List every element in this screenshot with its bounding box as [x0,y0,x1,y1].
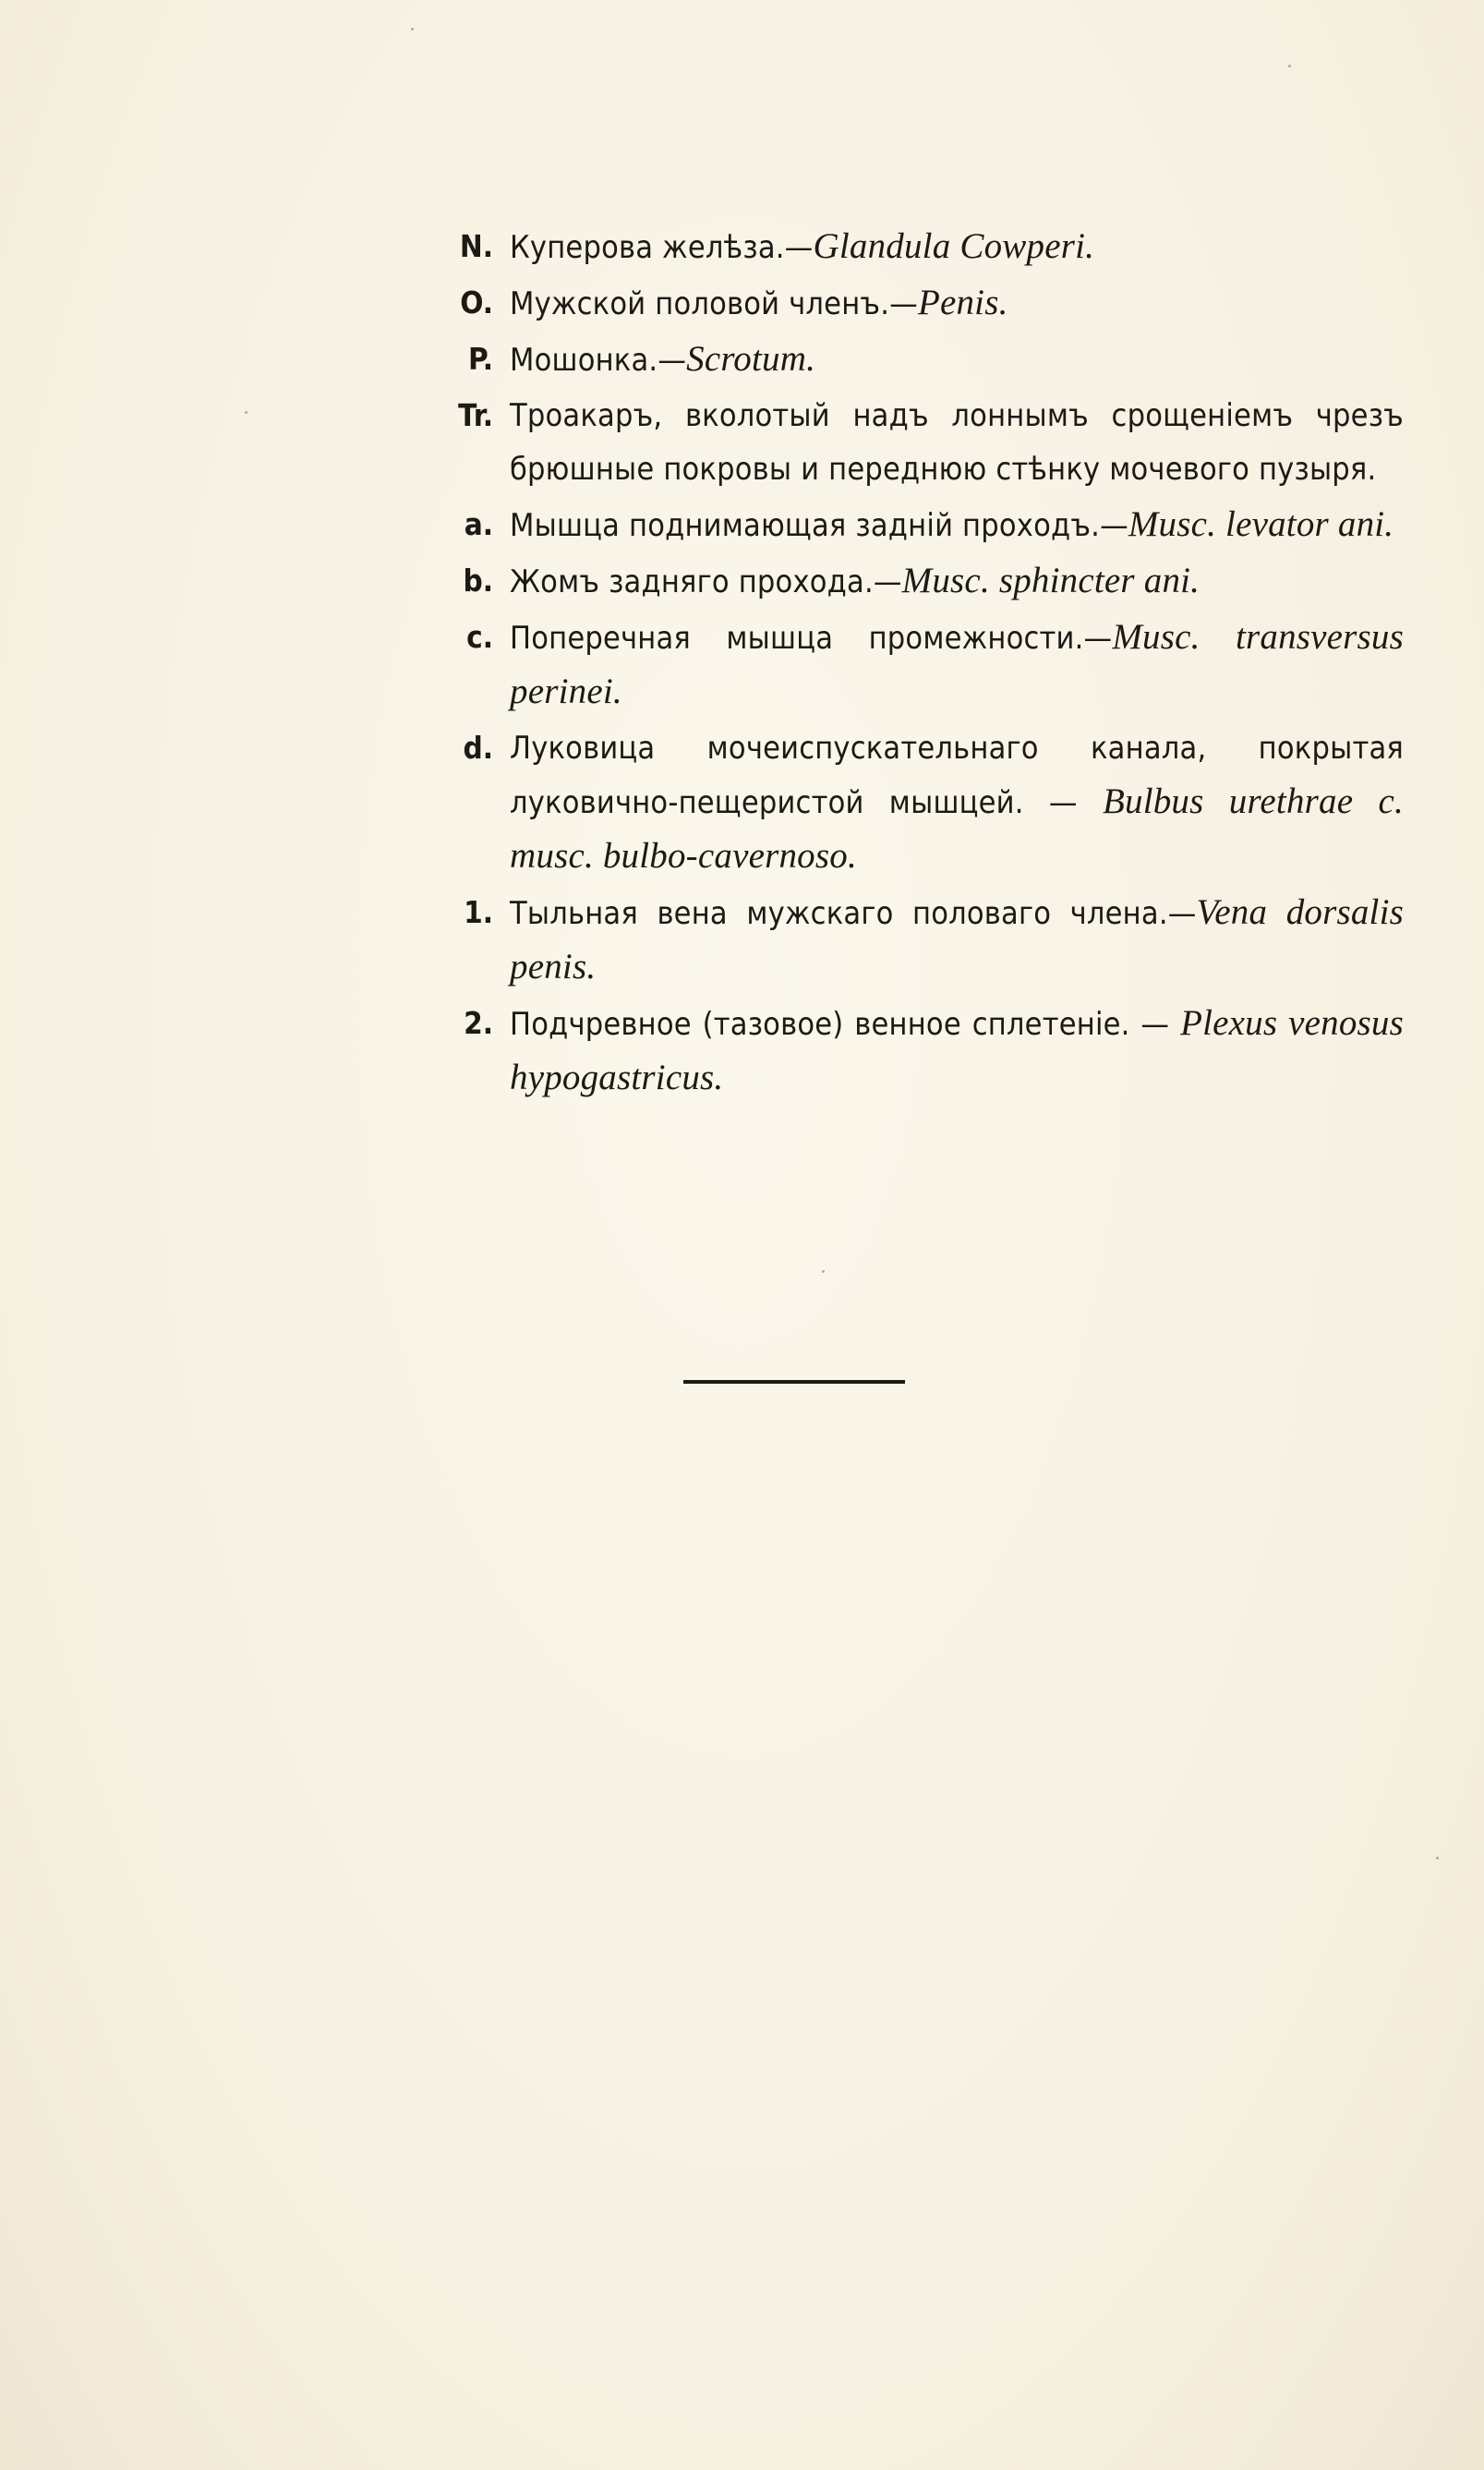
paper-speck [411,28,414,30]
legend-entry-n [434,220,1404,274]
entry-text [510,389,1404,496]
entry-label: 1. [464,894,493,930]
entry-russian: Жомъ задняго прохода.— [510,563,902,600]
entry-text [510,333,1404,387]
entry-russian: Луковица мочеиспускательнаго канала, покрытая луковично-пещеристой мышцей. — [510,730,1404,821]
entry-russian: Куперова желѣза.— [510,229,814,266]
legend-entry-tr [434,389,1404,496]
entry-text [510,721,1404,884]
entry-russian: Мышца поднимающая задній проходъ.— [510,507,1128,544]
legend-entry-2 [434,997,1404,1106]
entry-russian: Тыльная вена мужскаго половаго члена.— [510,895,1197,932]
entry-latin: Glandula Cowperi. [813,226,1095,266]
paper-speck [1288,65,1291,67]
entry-latin: Musc. transversus perinei. [510,617,1405,711]
entry-text [510,611,1404,720]
entry-latin: Penis. [917,283,1008,322]
legend-entry-c [434,611,1404,720]
entry-russian: Мошонка.— [510,342,687,379]
paper-speck [1436,1857,1439,1859]
paper-speck [822,1270,825,1273]
entry-label: N. [459,228,493,264]
entry-text [510,276,1404,331]
entry-russian: Мужской половой членъ.— [510,285,918,322]
entry-latin: Plexus venosus hypogastricus. [510,1003,1404,1097]
entry-latin: Musc. levator ani. [1128,504,1394,544]
entry-russian: Поперечная мышца промежности.— [510,620,1113,657]
entry-text [510,220,1404,274]
entry-label: Tr. [458,397,493,433]
entry-text [510,498,1404,552]
closing-rule [683,1380,905,1384]
entry-label: b. [463,563,493,599]
entry-label: P. [468,341,493,377]
legend-entry-1 [434,886,1404,995]
entry-latin: Vena dorsalis penis. [510,892,1404,987]
entry-label: d. [463,730,493,766]
entry-russian: Троакаръ, вколотый надъ лоннымъ срощеніемъ чрезъ брюшные покровы и переднюю стѣнку мочевого пузыря. [510,397,1404,488]
entry-russian: Подчревное (тазовое) венное сплетеніе. — [510,1006,1181,1043]
entry-label: O. [460,285,493,321]
entry-latin: Bulbus urethrae c. musc. bulbo-cavernoso. [510,781,1405,876]
legend-entry-d [434,721,1404,884]
legend-entry-p [434,333,1404,387]
entry-text [510,997,1404,1106]
entry-text [510,886,1404,995]
entry-label: 2. [464,1005,493,1041]
paper-speck [245,411,247,414]
legend-entry-b [434,554,1404,609]
legend-entry-a [434,498,1404,552]
entry-latin: Scrotum. [686,339,816,379]
legend-list [434,220,1404,1108]
entry-label: c. [466,619,493,655]
entry-latin: Musc. sphincter ani. [901,561,1200,600]
legend-entry-o [434,276,1404,331]
entry-text [510,554,1404,609]
entry-label: a. [464,506,493,542]
